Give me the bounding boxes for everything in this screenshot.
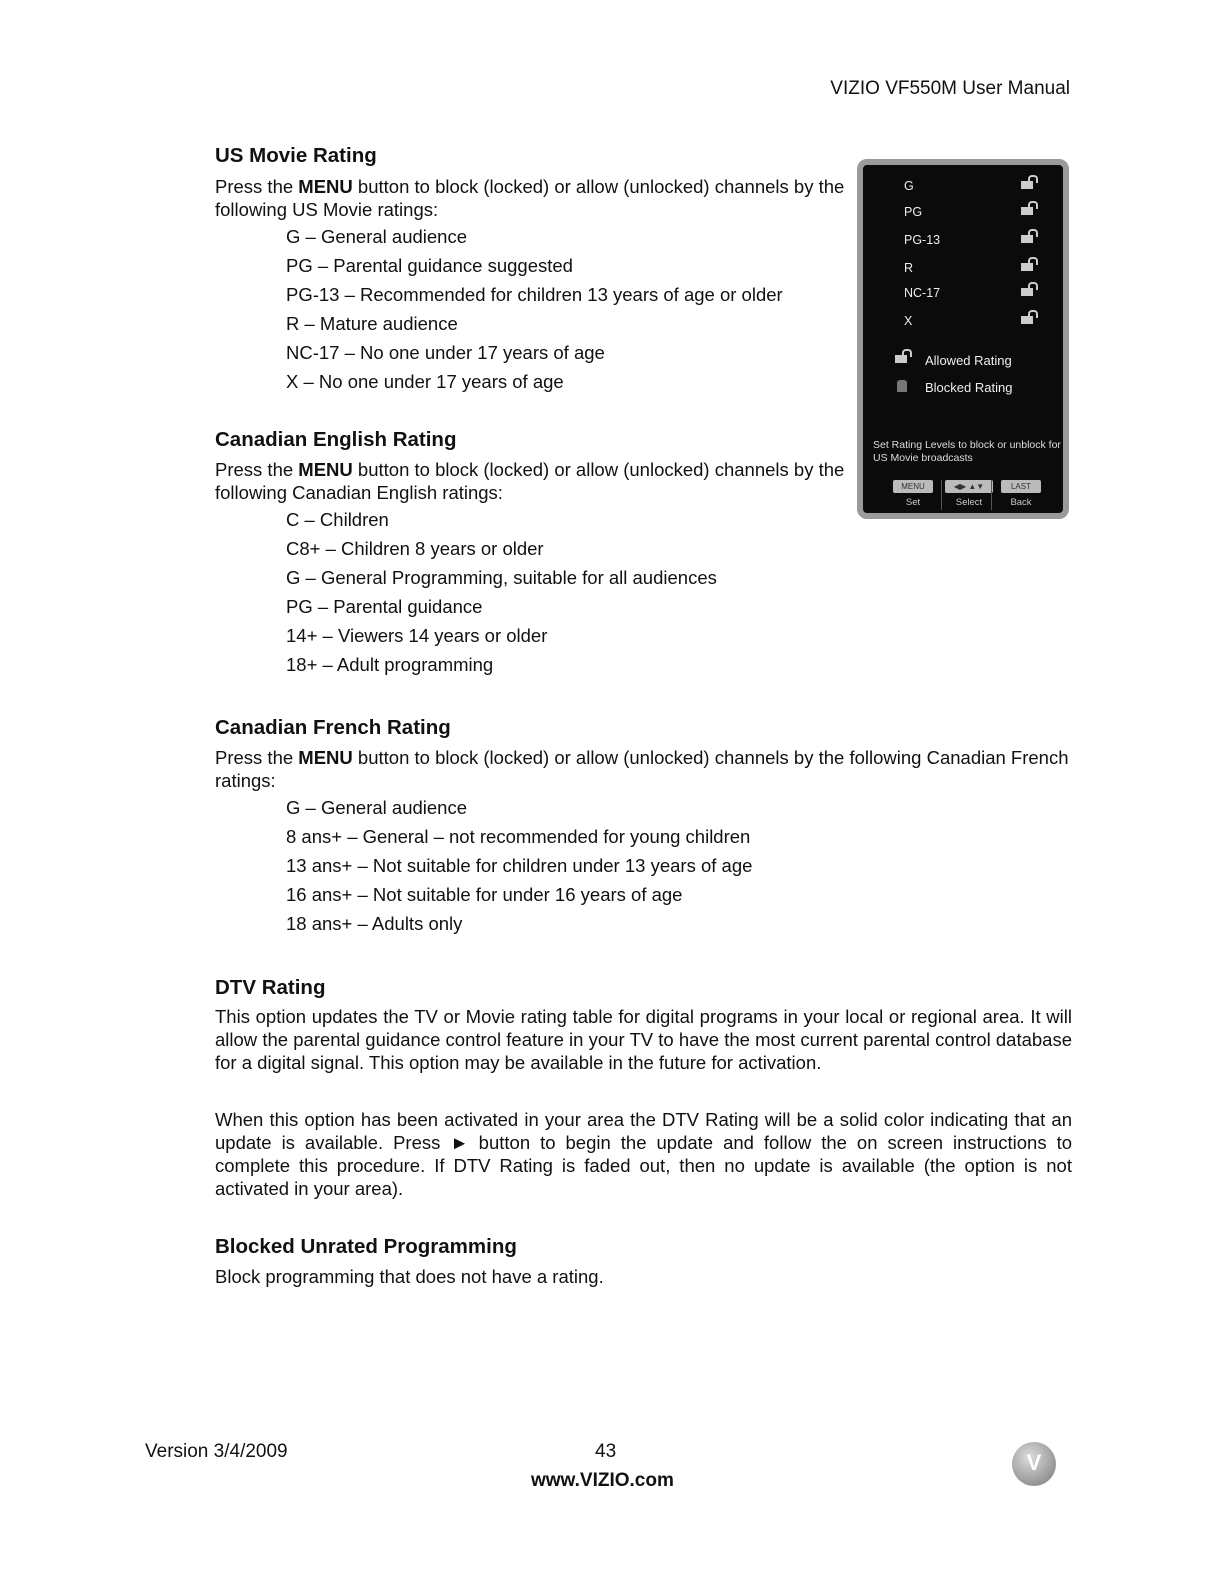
section-para-canadian-french: Press the MENU button to block (locked) or allow (unlocked) channels by the following Canadian French ratings: (215, 747, 1069, 791)
menu-hint: Set Rating Levels to block or unblock for US Movie broadcasts (873, 439, 1061, 464)
list-us-movie (286, 226, 783, 400)
rating-row: PG-13 (904, 233, 1033, 253)
header-title: VIZIO VF550M User Manual (830, 78, 1070, 99)
list-item: G – General Programming, suitable for all audiences (286, 567, 717, 588)
section-para-dtv-1: This option updates the TV or Movie rating table for digital programs in your local or regional area. It will allow the parental guidance control feature in your TV to have the most current parental control database for a digital signal. This option may be available in the future for activation. (215, 1006, 1072, 1073)
list-item: G – General audience (286, 226, 468, 247)
list-item: PG – Parental guidance (286, 596, 483, 617)
rating-row: G (904, 179, 1033, 199)
unlocked-icon (1021, 207, 1033, 215)
section-title-dtv: DTV Rating (215, 976, 326, 999)
vizio-logo: V (1012, 1442, 1056, 1486)
list-item: 8 ans+ – General – not recommended for young children (286, 826, 751, 847)
list-item: C – Children (286, 509, 389, 530)
list-item: X – No one under 17 years of age (286, 371, 564, 392)
locked-icon (897, 380, 907, 392)
footer-page-number: 43 (595, 1441, 617, 1462)
legend-blocked: Blocked Rating (925, 380, 1012, 395)
menu-set-button: MENU Set (893, 480, 933, 508)
unlocked-icon (895, 355, 907, 363)
unlocked-icon (1021, 235, 1033, 243)
section-title-us-movie: US Movie Rating (215, 144, 377, 167)
menu-select-button: ◀▶ ▲▼ Select (945, 480, 993, 508)
unlocked-icon (1021, 316, 1033, 324)
rating-row: PG (904, 205, 1033, 225)
list-item: PG – Parental guidance suggested (286, 255, 573, 276)
list-canadian-english (286, 509, 717, 683)
list-item: PG-13 – Recommended for children 13 years of age or older (286, 284, 783, 305)
list-canadian-french (286, 797, 752, 942)
list-item: C8+ – Children 8 years or older (286, 538, 544, 559)
rating-row: R (904, 261, 1033, 281)
rating-row: NC-17 (904, 286, 1033, 306)
rating-row: X (904, 314, 1033, 334)
list-item: 18+ – Adult programming (286, 654, 494, 675)
list-item: 14+ – Viewers 14 years or older (286, 625, 548, 646)
list-item: G – General audience (286, 797, 468, 818)
unlocked-icon (1021, 263, 1033, 271)
section-para-blocked-unrated: Block programming that does not have a rating. (215, 1266, 604, 1287)
section-para-dtv-2: When this option has been activated in your area the DTV Rating will be a solid color indicating that an update is available. Press ► button to begin the update and follow the on screen instructions to complete this procedure. If DTV Rating is faded out, then no update is available (the option is not activated in your area). (215, 1109, 1072, 1199)
section-para-us-movie: Press the MENU button to block (locked) or allow (unlocked) channels by the following US Movie ratings: (215, 176, 845, 220)
list-item: NC-17 – No one under 17 years of age (286, 342, 605, 363)
section-title-blocked-unrated: Blocked Unrated Programming (215, 1235, 517, 1258)
list-item: 16 ans+ – Not suitable for under 16 years of age (286, 884, 683, 905)
section-title-canadian-french: Canadian French Rating (215, 716, 451, 739)
section-para-canadian-english: Press the MENU button to block (locked) or allow (unlocked) channels by the following Canadian English ratings: (215, 459, 845, 503)
footer-url[interactable]: www.VIZIO.com (531, 1470, 674, 1491)
unlocked-icon (1021, 181, 1033, 189)
tv-menu-screenshot (857, 159, 1069, 519)
list-item: R – Mature audience (286, 313, 458, 334)
legend-allowed: Allowed Rating (925, 353, 1012, 368)
list-item: 18 ans+ – Adults only (286, 913, 463, 934)
unlocked-icon (1021, 288, 1033, 296)
footer-version: Version 3/4/2009 (145, 1441, 288, 1462)
menu-back-button: LAST Back (1001, 480, 1041, 508)
list-item: 13 ans+ – Not suitable for children under 13 years of age (286, 855, 753, 876)
section-title-canadian-english: Canadian English Rating (215, 428, 457, 451)
